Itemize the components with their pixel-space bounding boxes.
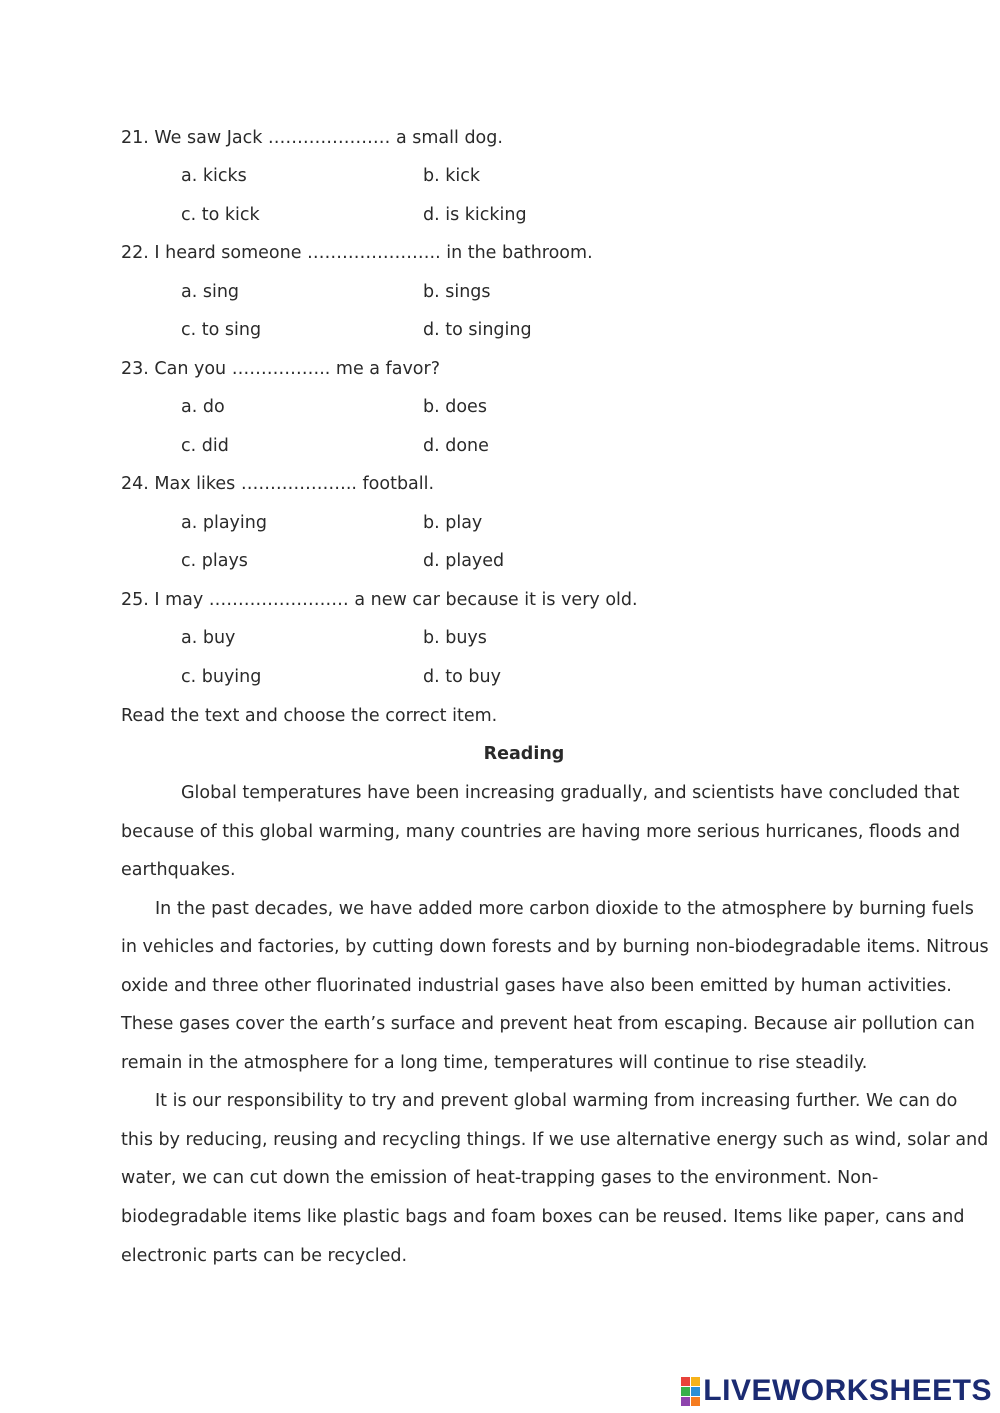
passage-line: water, we can cut down the emission of heat-trapping gases to the environment. Non- bbox=[121, 1168, 879, 1188]
reading-instruction: Read the text and choose the correct item. bbox=[121, 706, 498, 726]
question-24-option-c[interactable]: c. plays bbox=[181, 551, 248, 571]
question-22-option-b[interactable]: b. sings bbox=[423, 282, 491, 302]
question-22-stem: 22. I heard someone ………………….. in the bathroom. bbox=[121, 243, 593, 263]
question-23-option-c[interactable]: c. did bbox=[181, 436, 229, 456]
passage-line: oxide and three other fluorinated industrial gases have also been emitted by human activities. bbox=[121, 976, 952, 996]
passage-line: because of this global warming, many countries are having more serious hurricanes, floods and bbox=[121, 822, 961, 842]
passage-line: remain in the atmosphere for a long time, temperatures will continue to rise steadily. bbox=[121, 1053, 868, 1073]
passage-line: this by reducing, reusing and recycling things. If we use alternative energy such as wind, solar and bbox=[121, 1130, 989, 1150]
logo-block bbox=[681, 1387, 690, 1396]
question-24-stem: 24. Max likes ……………….. football. bbox=[121, 474, 435, 494]
logo-block bbox=[681, 1377, 690, 1386]
passage-line: earthquakes. bbox=[121, 860, 236, 880]
question-21-option-b[interactable]: b. kick bbox=[423, 166, 480, 186]
question-25-option-c[interactable]: c. buying bbox=[181, 667, 262, 687]
passage-line: electronic parts can be recycled. bbox=[121, 1246, 408, 1266]
question-23-option-d[interactable]: d. done bbox=[423, 436, 489, 456]
passage-line: It is our responsibility to try and prevent global warming from increasing further. We can do bbox=[155, 1091, 958, 1111]
reading-title: Reading bbox=[483, 744, 565, 764]
passage-line: in vehicles and factories, by cutting down forests and by burning non-biodegradable items. Nitrous bbox=[121, 937, 989, 957]
logo-block bbox=[691, 1397, 700, 1406]
question-23-option-b[interactable]: b. does bbox=[423, 397, 487, 417]
question-25-stem: 25. I may …………………… a new car because it is very old. bbox=[121, 590, 638, 610]
question-22-option-a[interactable]: a. sing bbox=[181, 282, 240, 302]
question-24-option-d[interactable]: d. played bbox=[423, 551, 505, 571]
question-21-stem: 21. We saw Jack ………………… a small dog. bbox=[121, 128, 503, 148]
question-21-option-c[interactable]: c. to kick bbox=[181, 205, 260, 225]
question-24-option-b[interactable]: b. play bbox=[423, 513, 483, 533]
question-25-option-a[interactable]: a. buy bbox=[181, 628, 236, 648]
liveworksheets-logo-text: LIVEWORKSHEETS bbox=[703, 1374, 992, 1407]
passage-line: biodegradable items like plastic bags and foam boxes can be reused. Items like paper, cans and bbox=[121, 1207, 965, 1227]
logo-block bbox=[691, 1387, 700, 1396]
question-25-option-b[interactable]: b. buys bbox=[423, 628, 487, 648]
logo-block bbox=[681, 1397, 690, 1406]
passage-line: In the past decades, we have added more carbon dioxide to the atmosphere by burning fuels bbox=[155, 899, 974, 919]
question-23-stem: 23. Can you …………….. me a favor? bbox=[121, 359, 440, 379]
liveworksheets-mark-icon bbox=[681, 1377, 700, 1406]
logo-block bbox=[691, 1377, 700, 1386]
question-24-option-a[interactable]: a. playing bbox=[181, 513, 267, 533]
question-21-option-a[interactable]: a. kicks bbox=[181, 166, 247, 186]
question-22-option-c[interactable]: c. to sing bbox=[181, 320, 262, 340]
question-25-option-d[interactable]: d. to buy bbox=[423, 667, 501, 687]
question-23-option-a[interactable]: a. do bbox=[181, 397, 225, 417]
question-21-option-d[interactable]: d. is kicking bbox=[423, 205, 527, 225]
passage-line: These gases cover the earth’s surface and prevent heat from escaping. Because air pollution can bbox=[121, 1014, 975, 1034]
passage-line: Global temperatures have been increasing gradually, and scientists have concluded that bbox=[181, 783, 960, 803]
liveworksheets-logo[interactable] bbox=[681, 1375, 992, 1407]
question-22-option-d[interactable]: d. to singing bbox=[423, 320, 532, 340]
